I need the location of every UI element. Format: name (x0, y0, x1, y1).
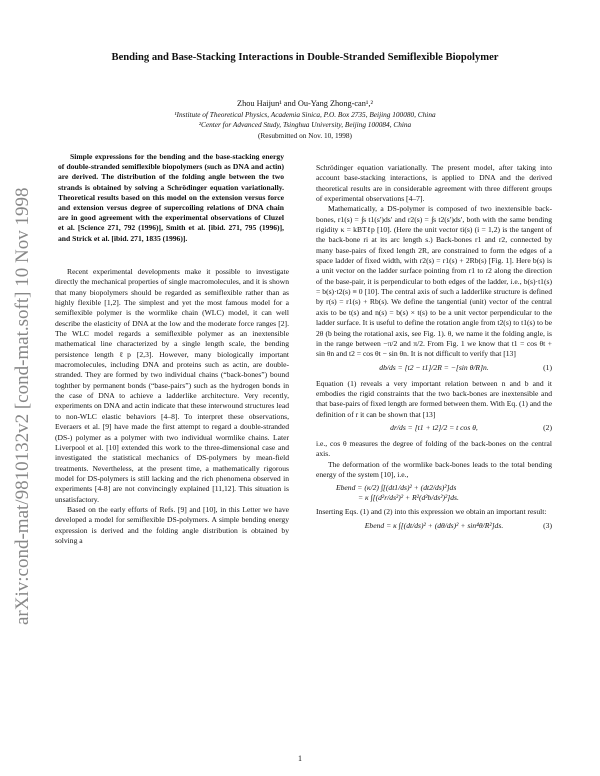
resubmission-date: (Resubmitted on Nov. 10, 1998) (258, 131, 352, 140)
paragraph-eq1-discussion: Equation (1) reveals a very important relation between n and b and it embodies the rigid constraints that the two back-bones are inextensible and that base-pairs of fixed length are formed between them. With Eq. (1) and the definition of r it can be shown that [13] (316, 378, 552, 419)
equation-3-body: Ebend = κ ∫[(dt/ds)² + (dθ/ds)² + sin⁴θ/R²]ds. (364, 520, 504, 530)
paragraph-eq2-discussion: i.e., cos θ measures the degree of folding of the back-bones on the central axis. (316, 438, 552, 459)
paragraph-intro: Recent experimental developments make it possible to investigate directly the mechanical properties of single macromolecules, and it is shown that many biopolymers should be regarded as semiflexible rather than as highly flexible [1,2]. The simplest and yet the most famous model for a semiflexible polymer is the wormlike chain (WLC) model, it can well describe the elasticity of DNA at the low and the moderate force ranges [2]. The WLC model regards a semiflexible polymer as an inextensible mathematical line characterized by a single length scale, the bending persistence length ℓp [2,3]. However, many biologically important macromolecules, including DNA and proteins such as actin, are double-stranded. They are formed by two individual chains (“back-bones”) bound toghther by permanent bonds (“base-pairs”) such as the hydrogen bonds in the case of DNA to achieve a ladderlike architecture. Very recently, experiments on DNA and actin indicate that these interwound structures lead to non-WLC elastic behaviors [4–8]. To interpret these observations, Everaers et al. [9] have made the first attempt to regard a double-stranded (DS-) polymer as a polymer with two individual wormlike chains. Later Liverpool et al. [10] extended this work to the three-dimensional case and investigated the statistical mechanics of DS-polymers by mean-field treatments. Nevertheless, at the present time, a mathematically rigorous model for DS-polymers is still lacking and the rich phenomena observed in experiments [4-8] are not convincingly explained [11,12]. This situation is unsatisfactory. (55, 267, 289, 504)
equation-1-number: (1) (543, 362, 552, 372)
equation-3-number: (3) (543, 520, 552, 530)
affiliation-1: ¹Institute of Theoretical Physics, Academia Sinica, P.O. Box 2735, Beijing 100080, China (174, 110, 436, 119)
paper-title: Bending and Base-Stacking Interactions in Double-Stranded Semiflexible Biopolymer (111, 52, 499, 63)
abstract-text: Simple expressions for the bending and the base-stacking energy of double-stranded semiflexible biopolymers (such as DNA and actin) are derived. The distribution of the folding angle between the two strands is obtained by solving a Schrödinger equation variationally. Theoretical results based on this model on the extension versus force and extension versus degree of supercoiling relations of DNA chain are in good agreement with the experimental observations of Cluzel et al. [Science 271, 792 (1996)], Smith et al. [ibid. 271, 795 (1996)], and Strick et al. [ibid. 271, 1835 (1996)]. (58, 152, 284, 243)
equation-2-number: (2) (543, 422, 552, 432)
abstract (58, 152, 284, 244)
paragraph-math: Mathematically, a DS-polymer is composed of two inextensible back-bones, r1(s) = ∫s t1(s′)ds′ and r2(s) = ∫s t2(s′)ds′, both with the same bending rigidity κ = kBTℓp [10]. (Here the unit vector ti(s) (i = 1,2) is the tangent of the back-bone ri at its arc length s.) Back-bones r1 and r2, connected by many base-pairs of fixed length 2R, are constrained to form the edges of a space ladder of fixed width, with r2(s) = r1(s) + 2Rb(s) [Fig. 1]. Here b(s) is a unit vector on the ladder surface pointing from r1 to r2 along the direction of the base-pair, it is perpendicular to both edges of the ladder, i.e., b(s)·t1(s) = b(s)·t2(s) ≡ 0 [10]. The central axis of such a ladderlike structure is defined by r(s) = r1(s) + Rb(s). We define the tangential (unit) vector of the central axis to be t(s) and n(s) = b(s) × t(s) to be a unit vector perpendicular to the ladder surface. It is useful to define the rotation angle from t2(s) to t1(s) to be 2θ (b being the rotational axis, see Fig. 1). θ, we name it the folding angle, is in the range between −π/2 and π/2. From Fig. 1 we know that t1 = cos θt + sin θn and t2 = cos θt − sin θn. It is not difficult to verify that [13] (316, 204, 552, 359)
equation-2 (316, 423, 552, 435)
right-column (316, 163, 552, 537)
paragraph-insert: Inserting Eqs. (1) and (2) into this expression we obtain an important result: (316, 507, 547, 517)
arxiv-id: arXiv:cond-mat/9810132v2 [cond-mat.soft] 10 Nov 1998 (12, 187, 33, 625)
equation-2-body: dr/ds = [t1 + t2]/2 = t cos θ, (390, 422, 478, 432)
paragraph-model: Based on the early efforts of Refs. [9] and [10], in this Letter we have developed a model for semiflexible DS-polymers. A simple bending energy expression is derived and the folding angle distribution is obtained by solving a (55, 504, 289, 545)
paragraph-schrodinger: Schrödinger equation variationally. The present model, after taking into account base-stacking interactions, is applied to DNA and the derived theoretical results are in considerable agreement with three different groups of experimental observations [4–7]. (316, 163, 552, 204)
arxiv-watermark (2, 150, 36, 630)
affiliation-2: ²Center for Advanced Study, Tsinghua University, Beijing 100084, China (198, 120, 412, 129)
paragraph-deformation: The deformation of the wormlike back-bones leads to the total bending energy of the system [10], i.e., (316, 459, 552, 479)
bending-energy-line-1: Ebend = (κ/2) ∫[(dt1/ds)² + (dt2/ds)²]ds (336, 483, 457, 493)
equation-3 (316, 521, 552, 533)
equation-1 (316, 363, 552, 375)
equation-1-body: db/ds = [t2 − t1]/2R = −[sin θ/R]n. (379, 362, 489, 372)
page-number: 1 (298, 754, 302, 763)
bending-energy-line-2: = κ ∫[(d²r/ds²)² + R²(d²b/ds²)²]ds. (358, 493, 459, 503)
equation-bending-energy (316, 483, 552, 503)
left-column (55, 267, 289, 546)
authors: Zhou Haijun¹ and Ou-Yang Zhong-can¹,² (237, 99, 373, 108)
